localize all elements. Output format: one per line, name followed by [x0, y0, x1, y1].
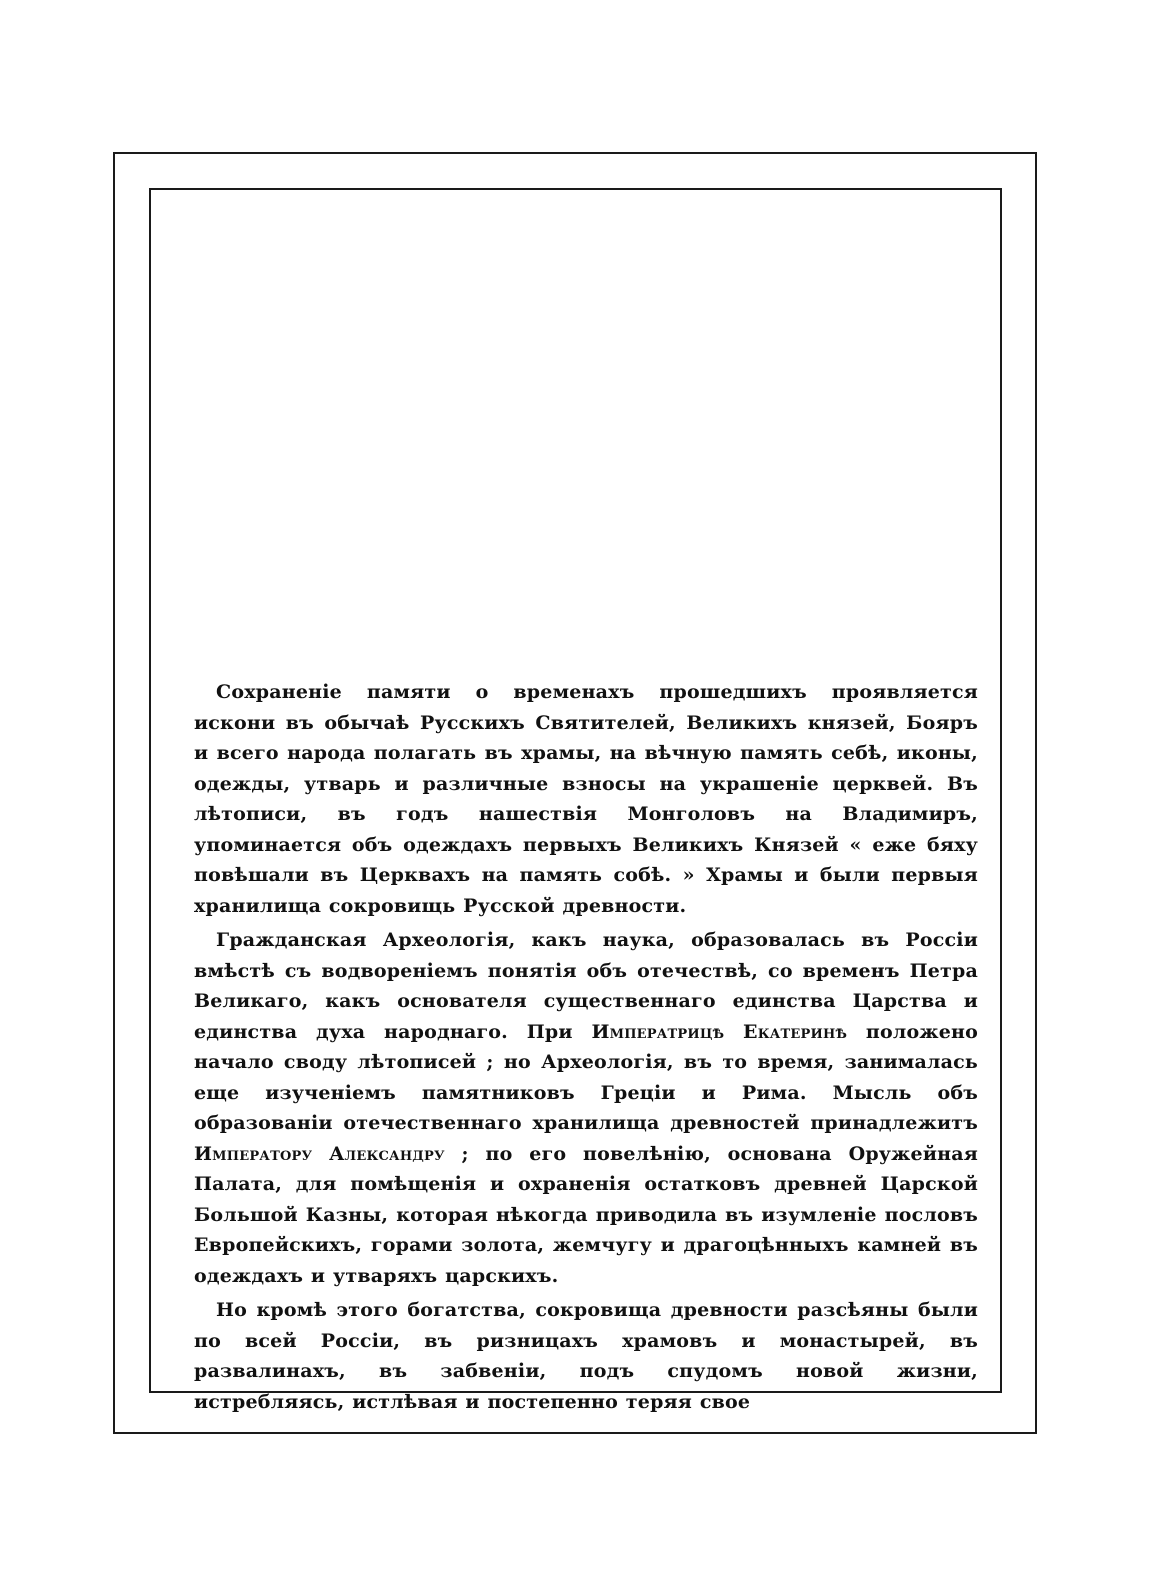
body-text	[194, 677, 978, 1421]
paragraph-2-text-c: ; по его повелѣнію, основана Оружейная Палата, для помѣщенія и охраненія остатковъ древней Царской Большой Казны, которая нѣкогда приводила въ изумленіе пословъ Европейскихъ, горами золота, жемчугу и драгоцѣнныхъ камней въ одеждахъ и утваряхъ царскихъ.	[194, 1142, 978, 1287]
paragraph-1	[194, 677, 978, 921]
empress-name: Императрицѣ Екатеринѣ	[591, 1020, 848, 1043]
paragraph-2	[194, 925, 978, 1291]
paragraph-3	[194, 1295, 978, 1417]
emperor-name: Императору Александру	[194, 1142, 445, 1165]
paragraph-3-text: Но кромѣ этого богатства, сокровища древности разсѣяны были по всей Россіи, въ ризницахъ храмовъ и монастырей, въ развалинахъ, въ забвеніи, подъ спудомъ новой жизни, истребляясь, истлѣвая и постепенно теряя свое	[194, 1299, 978, 1413]
paragraph-2-text-a: Гражданская Археологія, какъ наука, образовалась въ Россіи вмѣстѣ съ водвореніемъ понятія объ отечествѣ, со временъ Петра Великаго, какъ основателя существеннаго единства Царства и единства духа народнаго. При	[194, 929, 978, 1043]
paragraph-1-text: Сохраненіе памяти о временахъ прошедшихъ проявляется искони въ обычаѣ Русскихъ Святителей, Великихъ князей, Бояръ и всего народа полагать въ храмы, на вѣчную память себѣ, иконы, одежды, утварь и различные взносы на украшеніе церквей. Въ лѣтописи, въ годъ нашествія Монголовъ на Владимиръ, упоминается объ одеждахъ первыхъ Великихъ Князей « еже бяху повѣшали въ Церквахъ на память собѣ. » Храмы и были первыя хранилища сокровищь Русской древности.	[194, 681, 978, 917]
paragraph-2-text-b: положено начало своду лѣтописей ; но Археологія, въ то время, занималась еще изученіемъ памятниковъ Греціи и Рима. Мысль объ образованіи отечественнаго хранилища древностей принадлежитъ	[194, 1020, 978, 1134]
